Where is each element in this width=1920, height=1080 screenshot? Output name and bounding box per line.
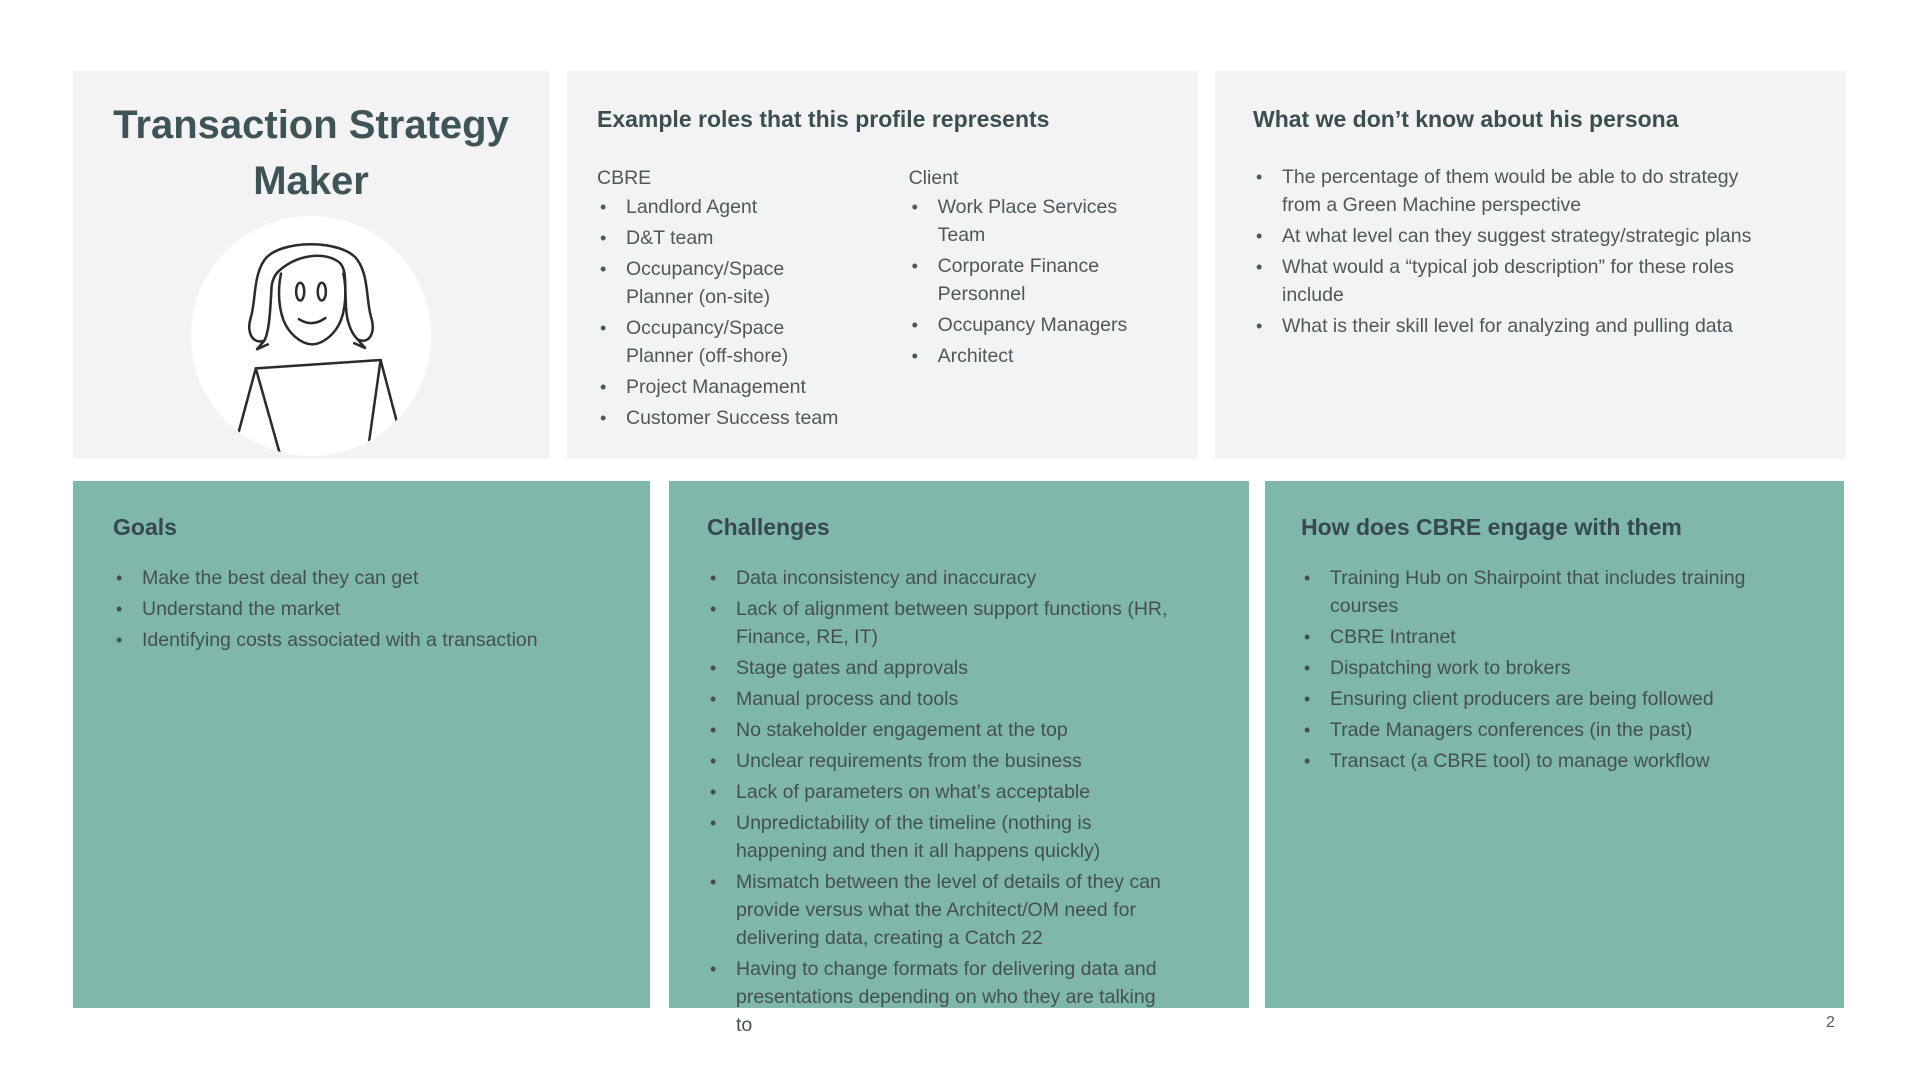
list-item: • Lack of parameters on what’s acceptable: [707, 778, 1221, 806]
list-item: • Understand the market: [113, 595, 620, 623]
bullet-icon: [600, 314, 606, 342]
list-item: • Trade Managers conferences (in the past): [1301, 716, 1816, 744]
bullet-icon: [1304, 623, 1310, 651]
bullet-icon: [1256, 222, 1262, 250]
list-item: • What would a “typical job description” for these roles include: [1253, 253, 1778, 309]
list-item: • Having to change formats for delivering data and presentations depending on who they are talking to: [707, 955, 1221, 1039]
bullet-icon: [1256, 163, 1262, 191]
bullet-icon: [1304, 716, 1310, 744]
list-item: • Training Hub on Shairpoint that includes training courses: [1301, 564, 1816, 620]
bullet-icon: [1304, 747, 1310, 775]
challenges-card: [669, 481, 1249, 1036]
unknowns-list: [1253, 163, 1778, 340]
bullet-icon: [116, 595, 122, 623]
engage-heading: How does CBRE engage with them: [1301, 514, 1682, 540]
persona-title: Transaction Strategy Maker: [113, 103, 509, 203]
roles-column-client: [909, 164, 1164, 435]
list-item: • Unclear requirements from the business: [707, 747, 1221, 775]
bullet-icon: [600, 255, 606, 283]
bullet-icon: [1304, 654, 1310, 682]
profile-card: [73, 71, 549, 459]
list-item: • Occupancy/Space Planner (off-shore): [597, 314, 843, 370]
roles-card: [567, 71, 1198, 459]
bullet-icon: [1256, 312, 1262, 340]
list-item: • Identifying costs associated with a transaction: [113, 626, 620, 654]
engage-card: [1265, 481, 1844, 1008]
list-item: • What is their skill level for analyzing and pulling data: [1253, 312, 1778, 340]
list-item: • Stage gates and approvals: [707, 654, 1221, 682]
cbre-label: CBRE: [597, 167, 652, 189]
roles-column-cbre: [597, 164, 843, 435]
list-item: • Occupancy/Space Planner (on-site): [597, 255, 843, 311]
client-label: Client: [908, 167, 959, 189]
goals-list: [113, 564, 620, 654]
list-item: • Transact (a CBRE tool) to manage workflow: [1301, 747, 1816, 775]
list-item: • Make the best deal they can get: [113, 564, 620, 592]
bullet-icon: [600, 373, 606, 401]
bullet-icon: [1304, 685, 1310, 713]
list-item: • At what level can they suggest strategy/strategic plans: [1253, 222, 1778, 250]
list-item: • Work Place Services Team: [909, 193, 1159, 249]
unknowns-heading: What we don’t know about his persona: [1253, 106, 1679, 132]
list-item: • Mismatch between the level of details of they can provide versus what the Architect/OM need for delivering data, creating a Catch 22: [707, 868, 1221, 952]
list-item: • Project Management: [597, 373, 843, 401]
goals-heading: Goals: [113, 514, 177, 540]
bullet-icon: [710, 778, 716, 806]
bullet-icon: [912, 252, 918, 280]
bullet-icon: [600, 224, 606, 252]
bullet-icon: [912, 311, 918, 339]
bullet-icon: [1304, 564, 1310, 592]
bullet-icon: [710, 716, 716, 744]
list-item: • No stakeholder engagement at the top: [707, 716, 1221, 744]
bullet-icon: [710, 595, 716, 623]
bullet-icon: [912, 193, 918, 221]
bullet-icon: [116, 626, 122, 654]
avatar: [191, 216, 431, 456]
list-item: • Customer Success team: [597, 404, 843, 432]
bullet-icon: [710, 564, 716, 592]
bullet-icon: [710, 654, 716, 682]
challenges-list: [707, 564, 1221, 1039]
bullet-icon: [710, 685, 716, 713]
cbre-role-list: [597, 193, 843, 432]
list-item: • Architect: [909, 342, 1159, 370]
bullet-icon: [600, 193, 606, 221]
list-item: • Dispatching work to brokers: [1301, 654, 1816, 682]
list-item: • D&T team: [597, 224, 843, 252]
bullet-icon: [710, 868, 716, 896]
list-item: • CBRE Intranet: [1301, 623, 1816, 651]
list-item: • Unpredictability of the timeline (nothing is happening and then it all happens quickly): [707, 809, 1221, 865]
list-item: • Ensuring client producers are being followed: [1301, 685, 1816, 713]
bullet-icon: [710, 747, 716, 775]
bullet-icon: [116, 564, 122, 592]
list-item: • Data inconsistency and inaccuracy: [707, 564, 1221, 592]
list-item: • Lack of alignment between support functions (HR, Finance, RE, IT): [707, 595, 1221, 651]
woman-with-laptop-illustration: [191, 216, 431, 456]
engage-list: [1301, 564, 1816, 775]
bullet-icon: [710, 955, 716, 983]
challenges-heading: Challenges: [707, 514, 830, 540]
roles-columns: [597, 164, 1164, 435]
client-role-list: [909, 193, 1159, 370]
list-item: • Occupancy Managers: [909, 311, 1159, 339]
bullet-icon: [710, 809, 716, 837]
list-item: • Manual process and tools: [707, 685, 1221, 713]
page-number: 2: [1826, 1014, 1835, 1031]
goals-card: [73, 481, 650, 1008]
list-item: • The percentage of them would be able to do strategy from a Green Machine perspective: [1253, 163, 1778, 219]
unknowns-card: [1215, 71, 1846, 459]
list-item: • Corporate Finance Personnel: [909, 252, 1159, 308]
bullet-icon: [912, 342, 918, 370]
roles-heading: Example roles that this profile represents: [597, 106, 1050, 132]
list-item: • Landlord Agent: [597, 193, 843, 221]
bullet-icon: [1256, 253, 1262, 281]
bullet-icon: [600, 404, 606, 432]
